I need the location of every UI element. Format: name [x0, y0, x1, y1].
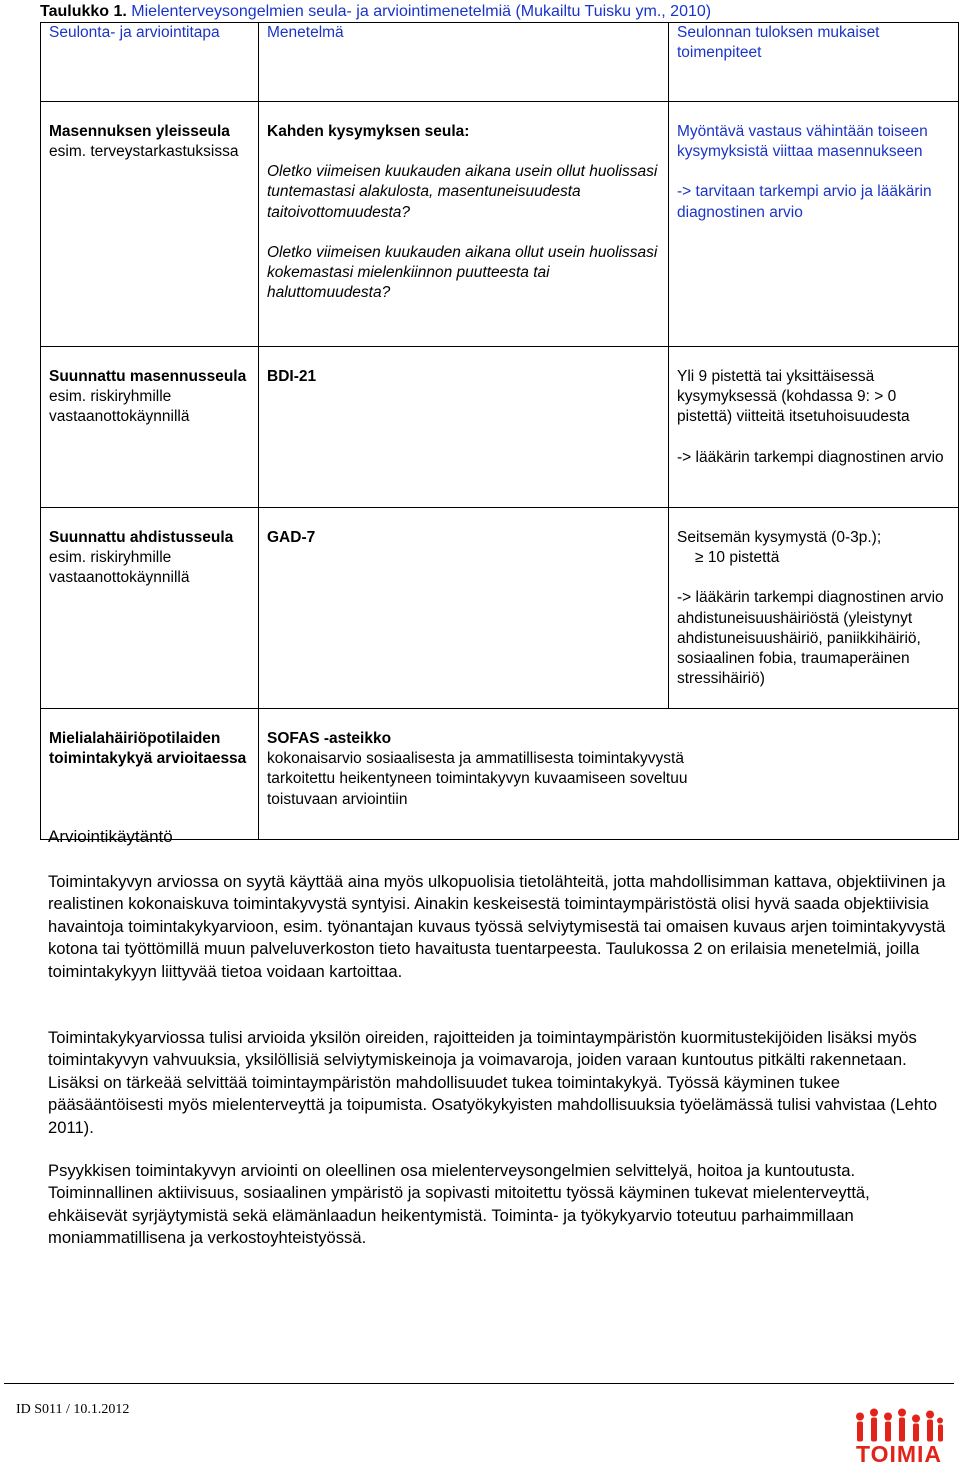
method-title: Kahden kysymyksen seula:	[267, 123, 470, 140]
row-title: Mielialahäiriöpotilaiden toimintakykyä arvioitaessa	[49, 730, 247, 768]
paragraph: Toimintakykyarviossa tulisi arvioida yksilön oireiden, rajoitteiden ja toimintaympäristön kuormitustekijöiden lisäksi myös toimintakyvyn vahvuuksia, yksilöllisiä selviytymiskeinoja ja voimavaroja, joiden varaan kuntoutus pitkälti rakennetaan. Lisäksi on tärkeää selvittää toimintaympäristön mahdollisuudet tukea toimintakykyä. Työssä käyminen tukee pääsääntöisesti myös mielenterveyttä ja toipumista. Osatyökykyisten mahdollisuuksia työelämässä tulisi vahvistaa (Lehto 2011).	[48, 1028, 938, 1137]
row-title: Suunnattu masennusseula	[49, 368, 247, 385]
table-row	[41, 508, 959, 709]
table-caption	[40, 2, 711, 22]
table-cell	[41, 508, 259, 709]
method-description: kokonaisarvio sosiaalisesta ja ammatillisesta toimintakyvystä tarkoitettu heikentyneen toimintakyvyn kuvaamiseen soveltuu toistuvaan arviointiin	[267, 750, 688, 808]
action-text: -> lääkärin tarkempi diagnostinen arvio ahdistuneisuushäiriöstä (yleistynyt ahdistuneisuushäiriö, paniikkihäiriö, sosiaalinen fobia, traumaperäinen stressihäiriö)	[677, 589, 944, 688]
table-cell	[259, 709, 959, 840]
method-title: BDI-21	[267, 368, 317, 385]
method-question: Oletko viimeisen kuukauden aikana ollut usein huolissasi kokemastasi mielenkiinnon puutteesta tai haluttomuudesta?	[267, 243, 658, 302]
table-header-row	[41, 23, 959, 102]
footer-divider	[4, 1383, 954, 1384]
action-text: Yli 9 pistettä tai yksittäisessä kysymyksessä (kohdassa 9: > 0 pistettä) viitteitä itsetuhoisuudesta	[677, 368, 910, 426]
table-cell	[41, 709, 259, 840]
method-question: Oletko viimeisen kuukauden aikana usein ollut huolissasi tuntemastasi alakulosta, masentuneisuudesta taitoivottomuudesta?	[267, 163, 658, 221]
header-cell: Seulonta- ja arviointitapa	[41, 23, 259, 102]
table-cell	[669, 508, 959, 709]
action-text: Myöntävä vastaus vähintään toiseen kysymyksistä viittaa masennukseen	[677, 123, 928, 161]
document-id: ID S011 / 10.1.2012	[16, 1402, 130, 1417]
header-cell: Menetelmä	[259, 23, 669, 102]
method-title: GAD-7	[267, 529, 316, 546]
table-row	[41, 102, 959, 347]
row-title: Masennuksen yleisseula	[49, 123, 230, 140]
caption-label: Taulukko 1.	[40, 3, 127, 20]
paragraph: Psyykkisen toimintakyvyn arviointi on oleellinen osa mielenterveysongelmien selvittelyä, hoitoa ja kuntoutusta. Toiminnallinen aktiivisuus, sosiaalinen ympäristö ja sopivasti mitoitettu työssä käyminen tukevat mielenterveyttä, ehkäisevät syrjäytymistä sekä elämänlaadun heikentymistä. Toiminta- ja työkykyarvio toteutuu parhaimmillaan moniammatillisena ja verkostoyhteistyössä.	[48, 1161, 870, 1248]
screening-table	[40, 22, 959, 840]
row-subtitle: esim. riskiryhmille vastaanottokäynnillä	[49, 549, 190, 587]
table-cell	[669, 102, 959, 347]
table-row	[41, 347, 959, 508]
paragraph: Toimintakyvyn arviossa on syytä käyttää aina myös ulkopuolisia tietolähteitä, jotta mahdollisimman kattava, objektiivinen ja realistinen kokonaiskuva toimintakyvystä syntyisi. Ainakin keskeisestä toimintaympäristöstä olisi hyvä saada objektiivisia havaintoja toimintakykyarvioon, esim. työnantajan kuvaus työssä selviytymisestä tai omaisen kuvaus arjen toimintakyvystä kotona tai työttömillä muun palveluverkoston tieto havaitusta tuentarpeesta. Taulukossa 2 on erilaisia menetelmiä, joilla toimintakykyyn liittyvää tietoa voidaan kartoittaa.	[48, 872, 946, 981]
table-cell	[41, 102, 259, 347]
action-text: ≥ 10 pistettä	[695, 549, 780, 567]
table-cell	[669, 347, 959, 508]
table-cell	[259, 102, 669, 347]
action-text: -> lääkärin tarkempi diagnostinen arvio	[677, 448, 944, 466]
header-cell: Seulonnan tuloksen mukaiset toimenpiteet	[669, 23, 959, 102]
section-title: Arviointikäytäntö	[48, 827, 173, 846]
table-cell	[259, 508, 669, 709]
table-cell	[259, 347, 669, 508]
method-title: SOFAS -asteikko	[267, 730, 392, 747]
row-subtitle: esim. terveystarkastuksissa	[49, 143, 239, 161]
caption-text: Mielenterveysongelmien seula- ja arviointimenetelmiä (Mukailtu Tuisku ym., 2010)	[126, 3, 712, 20]
table-cell	[41, 347, 259, 508]
table-row	[41, 709, 959, 840]
row-subtitle: esim. riskiryhmille vastaanottokäynnillä	[49, 388, 190, 426]
logo-text: TOIMIA	[855, 1441, 943, 1467]
action-text: Seitsemän kysymystä (0-3p.);	[677, 529, 882, 546]
row-title: Suunnattu ahdistusseula	[49, 529, 234, 546]
action-text: -> tarvitaan tarkempi arvio ja lääkärin diagnostinen arvio	[677, 183, 932, 221]
